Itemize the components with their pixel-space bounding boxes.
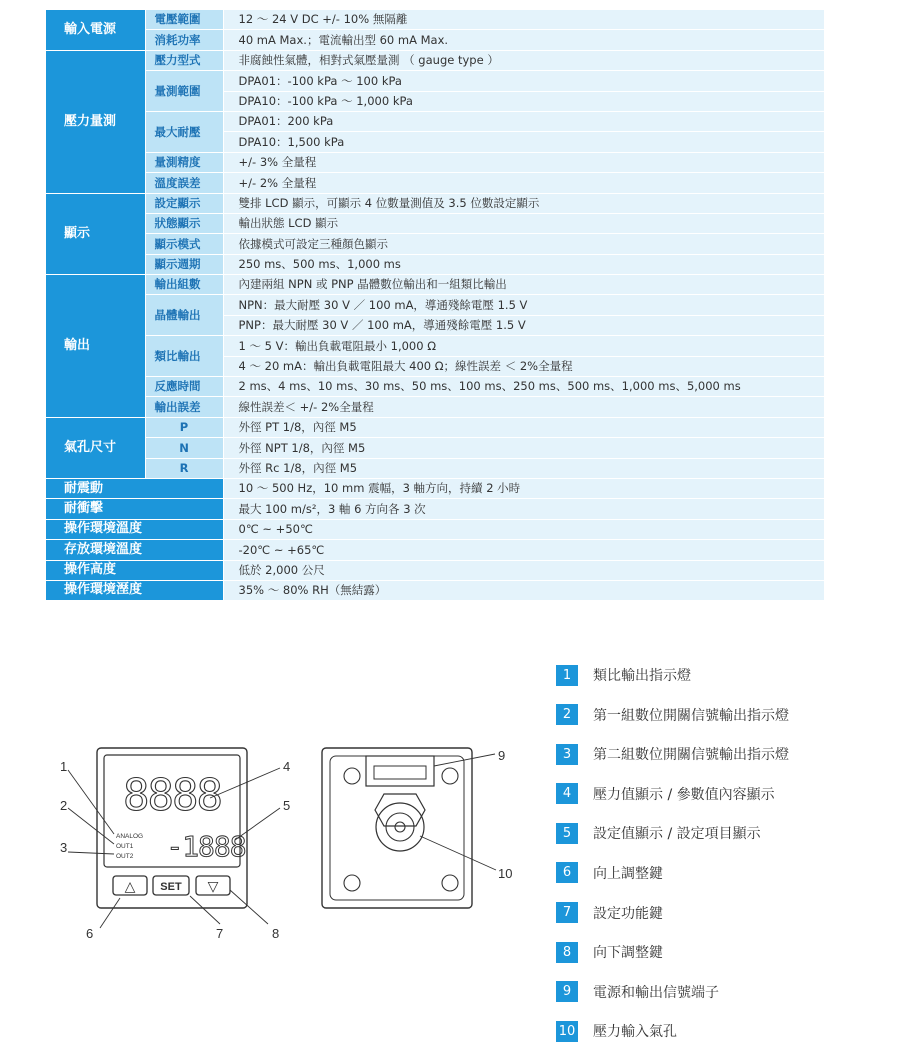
legend-text: 向下調整鍵: [593, 945, 663, 962]
callout-9: 9: [498, 748, 506, 763]
spec-row: [46, 377, 824, 397]
callout-2: 2: [60, 798, 68, 813]
label-analog: 類比輸出: [145, 336, 223, 377]
group-pressure: 壓力量測: [46, 50, 145, 193]
value-range-1: DPA01：-100 kPa ～ 100 kPa: [223, 71, 824, 91]
value-altitude: 低於 2,000 公尺: [223, 560, 824, 580]
device-diagram: [40, 740, 540, 950]
spec-row: [46, 234, 824, 254]
label-vibration: 耐震動: [46, 478, 223, 498]
legend-text: 類比輸出指示燈: [593, 668, 691, 684]
display-top: 8888: [123, 770, 221, 821]
value-output-error: 線性誤差＜ +/- 2%全量程: [223, 397, 824, 417]
legend-number: 5: [556, 823, 578, 844]
value-max-1: DPA01：200 kPa: [223, 111, 824, 131]
value-max-2: DPA10：1,500 kPa: [223, 132, 824, 152]
callout-3: 3: [60, 840, 68, 855]
legend-item: [556, 743, 876, 765]
legend-item: [556, 862, 876, 884]
label-port-n: N: [145, 438, 223, 458]
legend-item: [556, 981, 876, 1003]
legend-text: 電源和輸出信號端子: [593, 984, 719, 1001]
back-view: [322, 748, 496, 908]
spec-row: [46, 540, 824, 560]
display-bottom: -1888: [166, 830, 246, 863]
legend-item: [556, 704, 876, 726]
label-display-period: 顯示週期: [145, 254, 223, 274]
spec-row: [46, 111, 824, 131]
legend-number: 8: [556, 942, 578, 963]
value-port-p: 外徑 PT 1/8，內徑 M5: [223, 417, 824, 437]
spec-row: [46, 295, 824, 315]
callout-8: 8: [272, 926, 280, 941]
spec-row: [46, 519, 824, 539]
value-transistor-2: PNP：最大耐壓 30 V ／ 100 mA，導通殘餘電壓 1.5 V: [223, 315, 824, 335]
label-storage-temp: 存放環境溫度: [46, 540, 223, 560]
spec-row: [46, 560, 824, 580]
spec-row: [46, 30, 824, 50]
value-op-temp: 0℃ ~ +50℃: [223, 519, 824, 539]
value-storage-temp: -20℃ ~ +65℃: [223, 540, 824, 560]
value-analog-1: 1 ～ 5 V：輸出負載電阻最小 1,000 Ω: [223, 336, 824, 356]
label-humidity: 操作環境溼度: [46, 580, 223, 600]
value-output-sets: 內建兩組 NPN 或 PNP 晶體數位輸出和一組類比輸出: [223, 275, 824, 295]
legend-text: 設定功能鍵: [593, 905, 663, 922]
label-pressure-type: 壓力型式: [145, 50, 223, 70]
label-altitude: 操作高度: [46, 560, 223, 580]
label-consumption: 消耗功率: [145, 30, 223, 50]
value-range-2: DPA10：-100 kPa ～ 1,000 kPa: [223, 91, 824, 111]
led-out2-label: OUT2: [116, 853, 134, 860]
callout-10: 10: [498, 866, 513, 881]
screw-hole-br: [442, 875, 458, 891]
legend-item: [556, 902, 876, 924]
value-setting-display: 雙排 LCD 顯示，可顯示 4 位數量測值及 3.5 位數設定顯示: [223, 193, 824, 213]
screw-hole-tr: [442, 768, 458, 784]
pressure-port: [376, 803, 424, 851]
legend-text: 第一組數位開關信號輸出指示燈: [593, 707, 789, 724]
terminal-connector: [366, 756, 434, 786]
label-display-mode: 顯示模式: [145, 234, 223, 254]
spec-row: [46, 478, 824, 498]
led-analog-label: ANALOG: [116, 833, 144, 840]
legend-text: 壓力輸入氣孔: [593, 1024, 677, 1041]
legend-number: 3: [556, 744, 578, 765]
group-output: 輸出: [46, 275, 145, 418]
callout-6: 6: [86, 926, 94, 941]
legend-number: 1: [556, 665, 578, 686]
value-consumption: 40 mA Max.；電流輸出型 60 mA Max.: [223, 30, 824, 50]
callout-4: 4: [283, 759, 291, 774]
label-voltage: 電壓範圍: [145, 10, 223, 30]
spec-row: [46, 173, 824, 193]
group-power: 輸入電源: [46, 10, 145, 50]
legend-number: 2: [556, 704, 578, 725]
spec-row: [46, 71, 824, 91]
spec-row: [46, 152, 824, 172]
label-output-sets: 輸出組數: [145, 275, 223, 295]
label-temp-error: 溫度誤差: [145, 173, 223, 193]
legend-number: 7: [556, 902, 578, 923]
legend-number: 10: [556, 1021, 578, 1042]
legend-number: 6: [556, 862, 578, 883]
label-response: 反應時間: [145, 377, 223, 397]
front-view: [60, 748, 290, 941]
spec-row: [46, 193, 824, 213]
legend-number: 4: [556, 783, 578, 804]
legend-item: [556, 941, 876, 963]
screw-hole-bl: [344, 875, 360, 891]
label-accuracy: 量測精度: [145, 152, 223, 172]
spec-row: [46, 417, 824, 437]
spec-row: [46, 275, 824, 295]
callout-1: 1: [60, 759, 68, 774]
screw-hole-tl: [344, 768, 360, 784]
value-pressure-type: 非腐蝕性氣體，相對式氣壓量測 （ gauge type ）: [223, 50, 824, 70]
value-humidity: 35% ～ 80% RH（無結露）: [223, 580, 824, 600]
value-port-r: 外徑 Rc 1/8，內徑 M5: [223, 458, 824, 478]
spec-row: [46, 213, 824, 233]
spec-row: [46, 336, 824, 356]
down-button-label: ▽: [207, 878, 219, 894]
spec-row: [46, 254, 824, 274]
diagram-legend: [556, 664, 876, 1060]
value-shock: 最大 100 m/s²，3 軸 6 方向各 3 次: [223, 499, 824, 519]
legend-item: [556, 783, 876, 805]
terminal-pins: [374, 766, 426, 779]
legend-text: 第二組數位開關信號輸出指示燈: [593, 747, 789, 764]
value-temp-error: +/- 2% 全量程: [223, 173, 824, 193]
pressure-port-hole: [395, 822, 405, 832]
label-port-p: P: [145, 417, 223, 437]
label-setting-display: 設定顯示: [145, 193, 223, 213]
label-transistor: 晶體輸出: [145, 295, 223, 336]
legend-item: [556, 822, 876, 844]
spec-row: [46, 499, 824, 519]
up-button-label: △: [124, 878, 136, 894]
legend-text: 向上調整鍵: [593, 865, 663, 882]
label-output-error: 輸出誤差: [145, 397, 223, 417]
value-voltage: 12 ～ 24 V DC +/- 10% 無隔離: [223, 10, 824, 30]
set-button-label: SET: [160, 881, 182, 893]
group-display: 顯示: [46, 193, 145, 275]
label-op-temp: 操作環境溫度: [46, 519, 223, 539]
value-display-period: 250 ms、500 ms、1,000 ms: [223, 254, 824, 274]
legend-item: [556, 664, 876, 686]
label-status-display: 狀態顯示: [145, 213, 223, 233]
value-status-display: 輸出狀態 LCD 顯示: [223, 213, 824, 233]
spec-row: [46, 50, 824, 70]
led-out1-label: OUT1: [116, 843, 134, 850]
legend-text: 壓力值顯示 / 參數值內容顯示: [593, 786, 775, 803]
value-display-mode: 依據模式可設定三種顏色顯示: [223, 234, 824, 254]
spec-table: [46, 10, 824, 601]
legend-number: 9: [556, 981, 578, 1002]
label-max-pressure: 最大耐壓: [145, 111, 223, 152]
legend-item: [556, 1020, 876, 1042]
label-range: 量測範圍: [145, 71, 223, 112]
spec-row: [46, 438, 824, 458]
value-analog-2: 4 ～ 20 mA：輸出負載電阻最大 400 Ω；線性誤差 ＜ 2%全量程: [223, 356, 824, 376]
callout-7: 7: [216, 926, 224, 941]
label-shock: 耐衝擊: [46, 499, 223, 519]
value-vibration: 10 ～ 500 Hz，10 mm 震幅，3 軸方向，持續 2 小時: [223, 478, 824, 498]
spec-row: [46, 580, 824, 600]
label-port-r: R: [145, 458, 223, 478]
legend-text: 設定值顯示 / 設定項目顯示: [593, 826, 761, 843]
group-port: 氣孔尺寸: [46, 417, 145, 478]
spec-row: [46, 397, 824, 417]
value-transistor-1: NPN：最大耐壓 30 V ／ 100 mA，導通殘餘電壓 1.5 V: [223, 295, 824, 315]
value-port-n: 外徑 NPT 1/8，內徑 M5: [223, 438, 824, 458]
spec-row: [46, 458, 824, 478]
spec-row: [46, 10, 824, 30]
pressure-port-inner: [386, 813, 414, 841]
value-accuracy: +/- 3% 全量程: [223, 152, 824, 172]
callout-5: 5: [283, 798, 291, 813]
value-response: 2 ms、4 ms、10 ms、30 ms、50 ms、100 ms、250 ms、500 ms、1,000 ms、5,000 ms: [223, 377, 824, 397]
